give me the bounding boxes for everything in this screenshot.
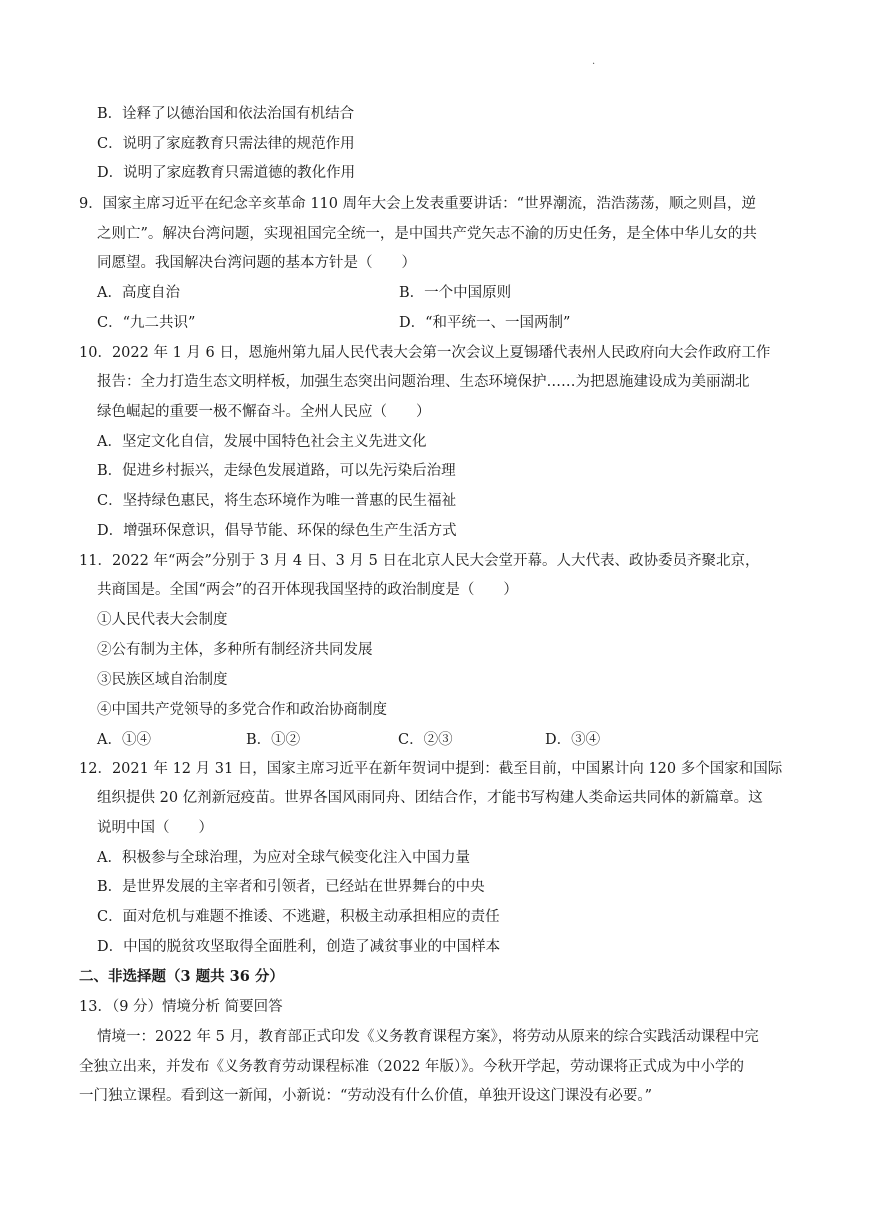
header-mark: . — [592, 56, 596, 67]
q9-stem-line-3: 同愿望。我国解决台湾问题的基本方针是（ ） — [97, 255, 416, 271]
q9-stem-line-2: 之则亡”。解决台湾问题，实现祖国完全统一，是中国共产党矢志不渝的历史任务，是全体中华儿女的共 — [97, 226, 757, 242]
q11-item-2: ②公有制为主体，多种所有制经济共同发展 — [97, 642, 373, 658]
q8-option-b: B．诠释了以德治国和依法治国有机结合 — [97, 106, 355, 122]
q11-option-b: B．①② — [246, 732, 301, 748]
section-2-title: 二、非选择题（3 题共 36 分） — [79, 968, 284, 985]
q11-stem-line-1: 11．2022 年“两会”分别于 3 月 4 日、3 月 5 日在北京人民大会堂开幕。人大代表、政协委员齐聚北京， — [79, 553, 760, 569]
q12-option-c: C．面对危机与难题不推诿、不逃避，积极主动承担相应的责任 — [97, 909, 500, 925]
q11-item-1: ①人民代表大会制度 — [97, 612, 228, 628]
q9-option-d: D．“和平统一、一国两制” — [399, 315, 571, 331]
q12-stem-line-2: 组织提供 20 亿剂新冠疫苗。世界各国风雨同舟、团结合作，才能书写构建人类命运共同体的新篇章。这 — [97, 790, 763, 806]
q10-option-d: D．增强环保意识，倡导节能、环保的绿色生产生活方式 — [97, 523, 457, 539]
q13-context-line-1: 情境一：2022 年 5 月，教育部正式印发《义务教育课程方案》，将劳动从原来的综合实践活动课程中完 — [97, 1029, 759, 1045]
q8-option-c: C．说明了家庭教育只需法律的规范作用 — [97, 136, 355, 152]
q13-heading: 13．（9 分）情境分析 简要回答 — [79, 999, 283, 1015]
q9-stem-line-1: 9．国家主席习近平在纪念辛亥革命 110 周年大会上发表重要讲话：“世界潮流，浩浩荡荡，顺之则昌，逆 — [79, 196, 757, 212]
q12-stem-line-3: 说明中国（ ） — [97, 820, 213, 836]
q11-stem-line-2: 共商国是。全国“两会”的召开体现我国坚持的政治制度是（ ） — [97, 582, 518, 598]
q10-option-a: A．坚定文化自信，发展中国特色社会主义先进文化 — [97, 434, 427, 450]
q12-option-b: B．是世界发展的主宰者和引领者，已经站在世界舞台的中央 — [97, 879, 485, 895]
q11-item-4: ④中国共产党领导的多党合作和政治协商制度 — [97, 702, 387, 718]
q8-option-d: D．说明了家庭教育只需道德的教化作用 — [97, 165, 356, 181]
q12-option-a: A．积极参与全球治理，为应对全球气候变化注入中国力量 — [97, 850, 470, 866]
q9-option-b: B．一个中国原则 — [399, 285, 512, 301]
q10-option-c: C．坚持绿色惠民，将生态环境作为唯一普惠的民生福祉 — [97, 493, 457, 509]
q10-stem-line-1: 10．2022 年 1 月 6 日，恩施州第九届人民代表大会第一次会议上夏锡璠代表州人民政府向大会作政府工作 — [79, 345, 771, 361]
q13-context-line-2: 全独立出来，并发布《义务教育劳动课程标准（2022 年版）》。今秋开学起，劳动课将正式成为中小学的 — [79, 1059, 745, 1075]
q10-option-b: B．促进乡村振兴，走绿色发展道路，可以先污染后治理 — [97, 463, 456, 479]
q11-option-d: D．③④ — [545, 732, 601, 748]
q9-option-c: C．“九二共识” — [97, 315, 196, 331]
q9-option-a: A．高度自治 — [97, 285, 180, 301]
q10-stem-line-2: 报告：全力打造生态文明样板，加强生态突出问题治理、生态环境保护……为把恩施建设成为美丽湖北 — [97, 374, 750, 390]
q10-stem-line-3: 绿色崛起的重要一极不懈奋斗。全州人民应（ ） — [97, 404, 431, 420]
q11-item-3: ③民族区域自治制度 — [97, 672, 228, 688]
q11-option-a: A．①④ — [97, 732, 151, 748]
q12-stem-line-1: 12．2021 年 12 月 31 日，国家主席习近平在新年贺词中提到：截至目前，中国累计向 120 多个国家和国际 — [79, 761, 783, 777]
q13-context-line-3: 一门独立课程。看到这一新闻，小新说：“劳动没有什么价值，单独开设这门课没有必要。” — [79, 1088, 653, 1104]
q12-option-d: D．中国的脱贫攻坚取得全面胜利，创造了减贫事业的中国样本 — [97, 939, 501, 955]
q11-option-c: C．②③ — [398, 732, 453, 748]
